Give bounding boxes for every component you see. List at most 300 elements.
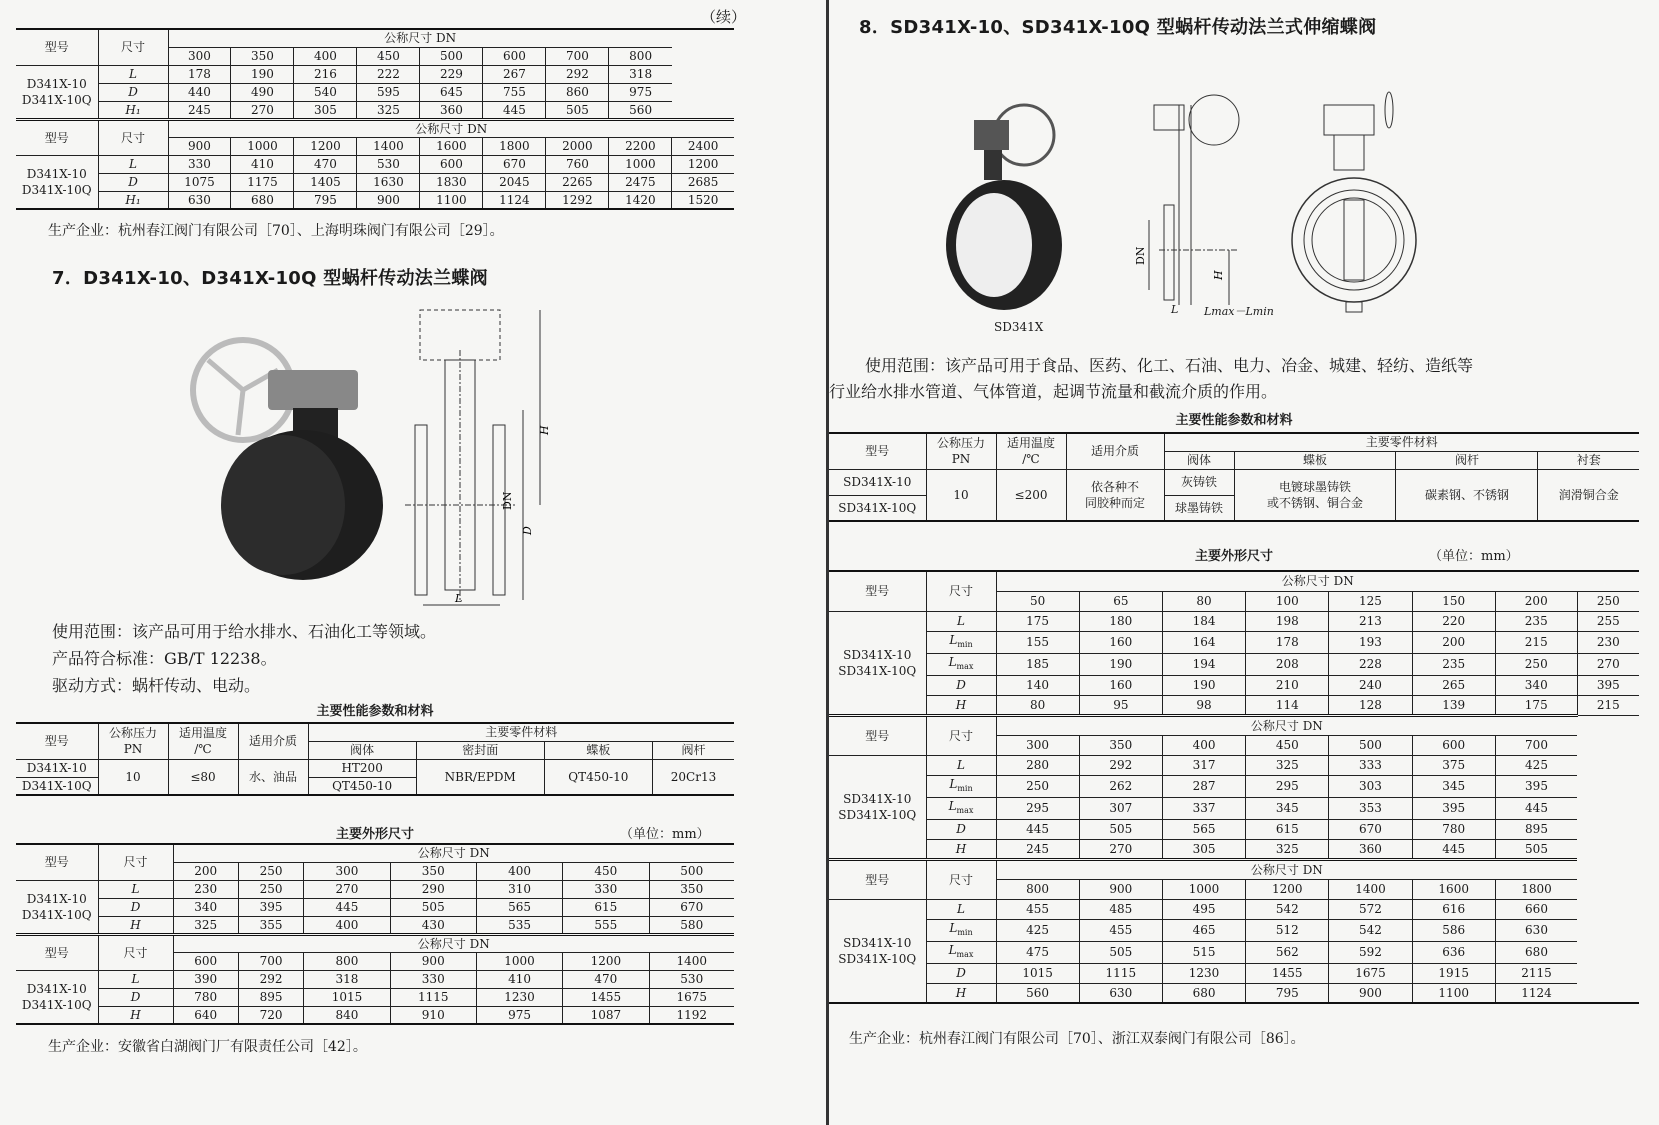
dim-value: 2685 xyxy=(672,173,734,191)
label-lmax-lmin: Lmax－Lmin xyxy=(1204,305,1274,318)
dim-value: 475 xyxy=(996,941,1079,963)
table-row xyxy=(16,191,734,209)
dn-value: 1000 xyxy=(476,952,562,970)
manufacturer-note-8: 生产企业：杭州春江阀门有限公司［70］、浙江双泰阀门有限公司［86］。 xyxy=(849,1031,1305,1047)
dn-value: 400 xyxy=(294,47,357,65)
dim-value: 330 xyxy=(563,880,649,898)
dim-value: 780 xyxy=(1412,819,1495,839)
hdr-disc: 蝶板 xyxy=(544,741,652,759)
model-cell: SD341X-10 xyxy=(829,469,926,495)
dim-value: 1124 xyxy=(1495,983,1577,1003)
dim-value: 470 xyxy=(563,970,649,988)
dn-value: 800 xyxy=(996,879,1079,899)
dim-value: 98 xyxy=(1162,695,1245,715)
dim-value: 307 xyxy=(1079,797,1162,819)
table-row xyxy=(16,83,734,101)
dim-value: 1175 xyxy=(231,173,294,191)
hdr-dn: 公称尺寸 DN xyxy=(996,715,1577,735)
section-7-title: 7．D341X-10、D341X-10Q 型蜗杆传动法兰蝶阀 xyxy=(52,268,488,289)
dim-value: 495 xyxy=(1162,899,1245,919)
hdr-dn: 公称尺寸 DN xyxy=(173,844,734,862)
hdr-seal: 密封面 xyxy=(416,741,544,759)
dn-value: 1200 xyxy=(563,952,649,970)
dim-value: 505 xyxy=(1495,839,1577,859)
dim-value: 128 xyxy=(1329,695,1412,715)
dn-value: 2400 xyxy=(672,137,734,155)
dim-value: 440 xyxy=(168,83,231,101)
dim-value: 592 xyxy=(1329,941,1412,963)
dim-value: 375 xyxy=(1412,755,1495,775)
table-row xyxy=(16,898,734,916)
dim-value: 2265 xyxy=(546,173,609,191)
dim-value: 1292 xyxy=(546,191,609,209)
dim-value: 164 xyxy=(1162,631,1245,653)
model-cell: D341X-10 D341X-10Q xyxy=(16,65,98,119)
stem-cell: 20Cr13 xyxy=(652,759,734,795)
dim-value: 680 xyxy=(1162,983,1245,1003)
dim-value: 265 xyxy=(1412,675,1495,695)
dim-value: 560 xyxy=(609,101,672,119)
dim-value: 1100 xyxy=(1412,983,1495,1003)
dim-value: 630 xyxy=(168,191,231,209)
dn-value: 900 xyxy=(390,952,476,970)
dn-value: 300 xyxy=(304,862,390,880)
table-row xyxy=(829,675,1639,695)
dn-value: 300 xyxy=(996,735,1079,755)
hdr-model: 型号 xyxy=(829,433,926,469)
dim-value: 178 xyxy=(168,65,231,83)
dim-symbol: $L_{max}$ xyxy=(926,797,996,819)
dim-value: 505 xyxy=(1079,941,1162,963)
dim-value: 235 xyxy=(1412,653,1495,675)
dim-value: 630 xyxy=(1079,983,1162,1003)
dim-value: 530 xyxy=(649,970,734,988)
table-row xyxy=(16,1006,734,1024)
dn-value: 1000 xyxy=(1162,879,1245,899)
dn-value: 350 xyxy=(231,47,294,65)
body-cell: QT450-10 xyxy=(308,777,416,795)
dim-symbol: $L_{max}$ xyxy=(926,941,996,963)
dim-value: 139 xyxy=(1412,695,1495,715)
hdr-dim: 尺寸 xyxy=(98,29,168,65)
dn-value: 1800 xyxy=(483,137,546,155)
dim-value: 1420 xyxy=(609,191,672,209)
dim-value: 292 xyxy=(546,65,609,83)
dim-value: 1230 xyxy=(476,988,562,1006)
dim-value: 280 xyxy=(996,755,1079,775)
dim-value: 1675 xyxy=(1329,963,1412,983)
dim-value: 1000 xyxy=(609,155,672,173)
dim-symbol: H₁ xyxy=(98,101,168,119)
dn-value: 1200 xyxy=(294,137,357,155)
dim-value: 515 xyxy=(1162,941,1245,963)
dim-value: 1630 xyxy=(357,173,420,191)
dim-value: 325 xyxy=(357,101,420,119)
table-row xyxy=(829,611,1639,631)
dim-value: 542 xyxy=(1246,899,1329,919)
dim-value: 630 xyxy=(1495,919,1577,941)
dn-value: 65 xyxy=(1079,591,1162,611)
dim-value: 900 xyxy=(1329,983,1412,1003)
dim-value: 230 xyxy=(173,880,238,898)
dim-value: 2475 xyxy=(609,173,672,191)
hdr-dim: 尺寸 xyxy=(926,571,996,611)
dim-symbol: $L_{min}$ xyxy=(926,631,996,653)
dim-value: 350 xyxy=(649,880,734,898)
dim-value: 895 xyxy=(1495,819,1577,839)
dim-value: 295 xyxy=(996,797,1079,819)
dn-value: 350 xyxy=(390,862,476,880)
dim-value: 485 xyxy=(1079,899,1162,919)
model-cell: D341X-10 xyxy=(16,759,98,777)
dim-symbol: L xyxy=(98,880,173,898)
dim-value: 270 xyxy=(304,880,390,898)
dim-value: 580 xyxy=(649,916,734,934)
dim-value: 240 xyxy=(1329,675,1412,695)
dim-symbol: L xyxy=(926,611,996,631)
dim-value: 325 xyxy=(173,916,238,934)
dim-value: 670 xyxy=(649,898,734,916)
unit-label-7: （单位：mm） xyxy=(620,827,710,842)
dim-value: 445 xyxy=(483,101,546,119)
medium-cell: 水、油品 xyxy=(238,759,308,795)
model-cell: SD341X-10 SD341X-10Q xyxy=(829,755,926,859)
dim-value: 425 xyxy=(1495,755,1577,775)
performance-table-8 xyxy=(829,432,1639,522)
table-row xyxy=(829,983,1639,1003)
dn-value: 1000 xyxy=(231,137,294,155)
dim-value: 535 xyxy=(476,916,562,934)
dim-value: 292 xyxy=(1079,755,1162,775)
dim-value: 160 xyxy=(1079,631,1162,653)
dim-symbol: D xyxy=(926,819,996,839)
manufacturer-note-7: 生产企业：安徽省白湖阀门厂有限责任公司［42］。 xyxy=(48,1039,367,1055)
hdr-model: 型号 xyxy=(829,859,926,899)
dim-value: 425 xyxy=(996,919,1079,941)
dn-value: 600 xyxy=(483,47,546,65)
dim-value: 410 xyxy=(231,155,294,173)
dim-value: 660 xyxy=(1495,899,1577,919)
dim-value: 975 xyxy=(476,1006,562,1024)
model-cell: D341X-10 D341X-10Q xyxy=(16,880,98,934)
dim-value: 1455 xyxy=(1246,963,1329,983)
dim-value: 190 xyxy=(1079,653,1162,675)
dim-value: 616 xyxy=(1412,899,1495,919)
dim-value: 1830 xyxy=(420,173,483,191)
dim-value: 586 xyxy=(1412,919,1495,941)
dim-value: 194 xyxy=(1162,653,1245,675)
dim-symbol: D xyxy=(98,83,168,101)
temp-cell: ≤80 xyxy=(168,759,238,795)
dim-value: 542 xyxy=(1329,919,1412,941)
dim-symbol: D xyxy=(926,675,996,695)
valve-side-drawing-sd341x xyxy=(1134,95,1269,320)
table-row xyxy=(16,880,734,898)
standard-text-7: 产品符合标准：GB/T 12238。 xyxy=(52,649,277,668)
dn-value: 1400 xyxy=(649,952,734,970)
dim-value: 505 xyxy=(546,101,609,119)
dim-value: 230 xyxy=(1577,631,1639,653)
dn-value: 700 xyxy=(546,47,609,65)
dim-value: 185 xyxy=(996,653,1079,675)
dn-value: 900 xyxy=(1079,879,1162,899)
dn-value: 200 xyxy=(1495,591,1577,611)
dim-value: 229 xyxy=(420,65,483,83)
dn-value: 400 xyxy=(476,862,562,880)
dim-symbol: D xyxy=(926,963,996,983)
valve-front-drawing-sd341x xyxy=(1294,95,1434,320)
model-cell: SD341X-10Q xyxy=(829,495,926,521)
dn-value: 2000 xyxy=(546,137,609,155)
dim-value: 1115 xyxy=(1079,963,1162,983)
dim-value: 190 xyxy=(1162,675,1245,695)
dim-value: 220 xyxy=(1412,611,1495,631)
dim-value: 270 xyxy=(1577,653,1639,675)
table-row xyxy=(16,988,734,1006)
section-8-title: 8．SD341X-10、SD341X-10Q 型蜗杆传动法兰式伸缩蝶阀 xyxy=(859,17,1377,38)
continued-label: （续） xyxy=(700,8,746,26)
model-cell: SD341X-10 SD341X-10Q xyxy=(829,899,926,1003)
disc-cell: QT450-10 xyxy=(544,759,652,795)
label-DN: DN xyxy=(501,491,514,510)
dim-value: 840 xyxy=(304,1006,390,1024)
hdr-medium: 适用介质 xyxy=(238,723,308,759)
dim-value: 555 xyxy=(563,916,649,934)
dim-value: 222 xyxy=(357,65,420,83)
dim-symbol: L xyxy=(98,155,168,173)
label-H: H xyxy=(1212,270,1225,280)
dim-value: 250 xyxy=(1495,653,1577,675)
dim-value: 215 xyxy=(1495,631,1577,653)
dim-value: 760 xyxy=(546,155,609,173)
dim-value: 270 xyxy=(1079,839,1162,859)
dim-value: 400 xyxy=(304,916,390,934)
unit-label-8: （单位：mm） xyxy=(1429,549,1519,564)
dim-value: 198 xyxy=(1246,611,1329,631)
table-row xyxy=(829,695,1639,715)
dn-value: 100 xyxy=(1246,591,1329,611)
dim-symbol: H₁ xyxy=(98,191,168,209)
dim-value: 262 xyxy=(1079,775,1162,797)
dim-value: 325 xyxy=(1246,755,1329,775)
dim-value: 292 xyxy=(238,970,303,988)
model-cell: SD341X-10 SD341X-10Q xyxy=(829,611,926,715)
dim-value: 395 xyxy=(1577,675,1639,695)
dim-value: 290 xyxy=(390,880,476,898)
manufacturer-note-cont: 生产企业：杭州春江阀门有限公司［70］、上海明珠阀门有限公司［29］。 xyxy=(48,223,504,239)
model-cell: D341X-10Q xyxy=(16,777,98,795)
dim-value: 1520 xyxy=(672,191,734,209)
dim-symbol: $L_{min}$ xyxy=(926,919,996,941)
table-row xyxy=(829,755,1639,775)
dim-value: 330 xyxy=(390,970,476,988)
hdr-stem: 阀杆 xyxy=(652,741,734,759)
usage-text-8-line1: 使用范围：该产品可用于食品、医药、化工、石油、电力、冶金、城建、轻纺、造纸等 xyxy=(865,356,1474,375)
dn-value: 1600 xyxy=(1412,879,1495,899)
table-row xyxy=(829,797,1639,819)
dn-value: 1200 xyxy=(1246,879,1329,899)
dim-value: 910 xyxy=(390,1006,476,1024)
dim-value: 1915 xyxy=(1412,963,1495,983)
dim-value: 615 xyxy=(1246,819,1329,839)
seal-cell: NBR/EPDM xyxy=(416,759,544,795)
dn-value: 80 xyxy=(1162,591,1245,611)
table-row xyxy=(829,963,1639,983)
dim-value: 455 xyxy=(1079,919,1162,941)
usage-text-7: 使用范围：该产品可用于给水排水、石油化工等领域。 xyxy=(52,622,437,641)
table-row xyxy=(829,919,1639,941)
table-row xyxy=(829,839,1639,859)
hdr-body: 阀体 xyxy=(308,741,416,759)
dim-value: 208 xyxy=(1246,653,1329,675)
dim-value: 267 xyxy=(483,65,546,83)
dn-value: 350 xyxy=(1079,735,1162,755)
dim-value: 512 xyxy=(1246,919,1329,941)
dim-value: 330 xyxy=(168,155,231,173)
dim-value: 445 xyxy=(1412,839,1495,859)
dim-value: 2045 xyxy=(483,173,546,191)
hdr-dim: 尺寸 xyxy=(98,844,173,880)
dim-value: 340 xyxy=(1495,675,1577,695)
dim-value: 1192 xyxy=(649,1006,734,1024)
hdr-dim: 尺寸 xyxy=(926,715,996,755)
model-cell: D341X-10 D341X-10Q xyxy=(16,155,98,209)
dim-value: 255 xyxy=(1577,611,1639,631)
dim-value: 780 xyxy=(173,988,238,1006)
dim-value: 114 xyxy=(1246,695,1329,715)
hdr-dim: 尺寸 xyxy=(926,859,996,899)
dn-value: 1800 xyxy=(1495,879,1577,899)
dim-value: 670 xyxy=(483,155,546,173)
hdr-dim: 尺寸 xyxy=(98,934,173,970)
table-row xyxy=(829,941,1639,963)
dim-symbol: H xyxy=(926,839,996,859)
dim-value: 395 xyxy=(238,898,303,916)
dim-value: 175 xyxy=(1495,695,1577,715)
dim-value: 245 xyxy=(168,101,231,119)
dimension-table-8 xyxy=(829,570,1639,1004)
dim-value: 353 xyxy=(1329,797,1412,819)
dim-value: 645 xyxy=(420,83,483,101)
dim-value: 215 xyxy=(1577,695,1639,715)
perf-caption-7: 主要性能参数和材料 xyxy=(316,704,434,719)
label-DN: DN xyxy=(1134,246,1147,265)
dim-value: 680 xyxy=(231,191,294,209)
table-row xyxy=(829,819,1639,839)
dim-value: 95 xyxy=(1079,695,1162,715)
usage-text-8-line2: 行业给水排水管道、气体管道，起调节流量和截流介质的作用。 xyxy=(829,382,1278,401)
dim-value: 430 xyxy=(390,916,476,934)
stem-cell: 碳素钢、不锈钢 xyxy=(1396,469,1538,521)
dim-value: 180 xyxy=(1079,611,1162,631)
dim-value: 395 xyxy=(1412,797,1495,819)
dim-caption-8: 主要外形尺寸 xyxy=(1194,549,1273,564)
dn-value: 500 xyxy=(649,862,734,880)
dim-value: 1115 xyxy=(390,988,476,1006)
hdr-materials: 主要零件材料 xyxy=(308,723,734,741)
dn-value: 700 xyxy=(238,952,303,970)
body-cell: 灰铸铁 xyxy=(1164,469,1234,495)
dim-value: 640 xyxy=(173,1006,238,1024)
medium-cell: 依各种不 同胶种而定 xyxy=(1066,469,1164,521)
dim-value: 895 xyxy=(238,988,303,1006)
table-row xyxy=(829,653,1639,675)
dim-value: 270 xyxy=(231,101,294,119)
dn-value: 800 xyxy=(609,47,672,65)
dim-value: 505 xyxy=(1079,819,1162,839)
dim-value: 345 xyxy=(1412,775,1495,797)
dim-value: 900 xyxy=(357,191,420,209)
dim-value: 1087 xyxy=(563,1006,649,1024)
dim-value: 305 xyxy=(294,101,357,119)
hdr-model: 型号 xyxy=(829,715,926,755)
dim-value: 228 xyxy=(1329,653,1412,675)
dim-value: 755 xyxy=(483,83,546,101)
dn-value: 250 xyxy=(1577,591,1639,611)
table-row xyxy=(16,101,734,119)
label-L: L xyxy=(455,592,463,605)
dim-symbol: L xyxy=(926,755,996,775)
hdr-dn: 公称尺寸 DN xyxy=(996,859,1577,879)
disc-cell: 电镀球墨铸铁 或不锈钢、铜合金 xyxy=(1234,469,1396,521)
label-D: D xyxy=(521,526,534,535)
dim-value: 80 xyxy=(996,695,1079,715)
dim-value: 572 xyxy=(1329,899,1412,919)
dn-value: 500 xyxy=(1329,735,1412,755)
left-page xyxy=(0,0,826,1125)
dim-value: 490 xyxy=(231,83,294,101)
dim-value: 200 xyxy=(1412,631,1495,653)
dim-value: 680 xyxy=(1495,941,1577,963)
table-row xyxy=(829,775,1639,797)
dim-value: 178 xyxy=(1246,631,1329,653)
pn-cell: 10 xyxy=(98,759,168,795)
hdr-body: 阀体 xyxy=(1164,451,1234,469)
model-cell: D341X-10 D341X-10Q xyxy=(16,970,98,1024)
dim-value: 245 xyxy=(996,839,1079,859)
photo-caption: SD341X xyxy=(994,320,1044,334)
dn-value: 450 xyxy=(1246,735,1329,755)
hdr-dn: 公称尺寸 DN xyxy=(996,571,1639,591)
dim-symbol: H xyxy=(98,1006,173,1024)
dim-value: 615 xyxy=(563,898,649,916)
dn-value: 700 xyxy=(1495,735,1577,755)
dim-value: 140 xyxy=(996,675,1079,695)
dim-value: 565 xyxy=(1162,819,1245,839)
dim-value: 445 xyxy=(996,819,1079,839)
dn-value: 600 xyxy=(1412,735,1495,755)
dim-value: 1200 xyxy=(672,155,734,173)
hdr-model: 型号 xyxy=(16,29,98,65)
dim-value: 390 xyxy=(173,970,238,988)
dim-value: 1015 xyxy=(996,963,1079,983)
body-cell: 球墨铸铁 xyxy=(1164,495,1234,521)
dn-value: 900 xyxy=(168,137,231,155)
dim-value: 310 xyxy=(476,880,562,898)
bush-cell: 润滑铜合金 xyxy=(1538,469,1639,521)
hdr-model: 型号 xyxy=(16,844,98,880)
dn-value: 150 xyxy=(1412,591,1495,611)
hdr-bush: 衬套 xyxy=(1538,451,1639,469)
dim-value: 287 xyxy=(1162,775,1245,797)
table-row xyxy=(16,155,734,173)
dn-value: 450 xyxy=(357,47,420,65)
dn-value: 800 xyxy=(304,952,390,970)
dn-value: 200 xyxy=(173,862,238,880)
dn-value: 1600 xyxy=(420,137,483,155)
dim-value: 600 xyxy=(420,155,483,173)
table-row xyxy=(16,916,734,934)
